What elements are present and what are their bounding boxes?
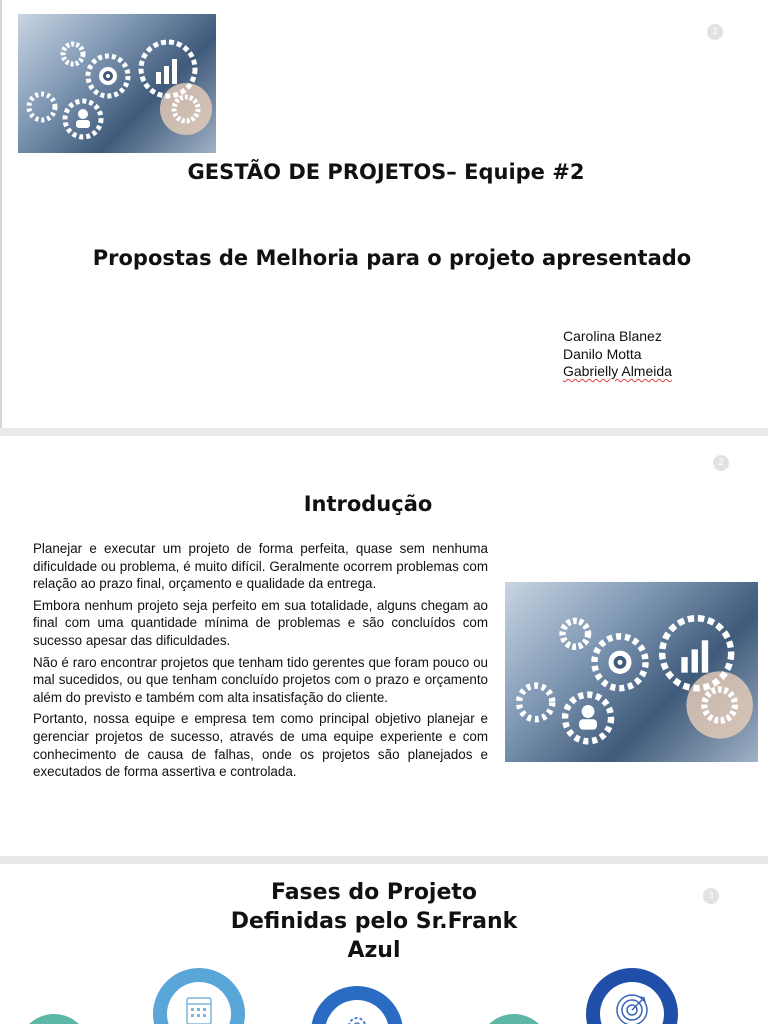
page-number-badge: 3 [703, 888, 719, 904]
author-name: Danilo Motta [563, 345, 642, 362]
heading-line: Azul [347, 938, 401, 963]
slide-subtitle-text: Propostas de Melhoria para o projeto apresentado [92, 246, 692, 270]
page-number-badge: 1 [707, 24, 723, 40]
phase-circle-navy [586, 968, 678, 1024]
intro-body [33, 540, 488, 785]
calendar-icon [184, 994, 214, 1024]
intro-paragraph: Não é raro encontrar projetos que tenham tido gerentes que foram pouco ou mal sucedidos, ou que tenham concluído projetos com o prazo e orçamento além do previsto e também com alta insatisfação do cliente. [33, 654, 488, 705]
section-heading: Introdução [303, 492, 433, 516]
target-icon [614, 992, 650, 1024]
gears-illustration [505, 582, 758, 762]
slide-introduction [0, 436, 768, 856]
heading-line: Definidas pelo Sr.Frank [230, 909, 518, 934]
intro-paragraph: Planejar e executar um projeto de forma perfeita, quase sem nenhuma dificuldade ou problema, é muito difícil. Geralmente ocorrem problemas com relação ao prazo final, orçamento e qualidade da entrega. [33, 541, 488, 592]
phase-circle-light-blue [153, 968, 245, 1024]
phase-circle-teal [478, 1014, 550, 1024]
section-heading [188, 878, 560, 965]
slide-title-text: GESTÃO DE PROJETOS– Equipe #2 [187, 160, 585, 184]
slide-project-phases [0, 864, 768, 1024]
slide-title [0, 0, 768, 428]
gear-icon [343, 1012, 371, 1024]
author-name: Carolina Blanez [563, 328, 662, 344]
intro-paragraph: Portanto, nossa equipe e empresa tem como principal objetivo planejar e gerenciar projetos de sucesso, através de uma equipe experiente e com conhecimento de causa de falhas, onde os projetos são planejados e executados de forma assertiva e controlada. [33, 711, 488, 780]
page-number-badge: 2 [713, 455, 729, 471]
phase-circle-teal [18, 1014, 90, 1024]
business-gears-image [18, 14, 216, 153]
author-list [563, 328, 672, 381]
intro-paragraph: Embora nenhum projeto seja perfeito em sua totalidade, alguns chegam ao final com uma quantidade mínima de problemas e são concluídos com sucesso apesar das dificuldades. [33, 597, 488, 648]
gears-illustration [18, 14, 216, 153]
author-name: Gabrielly Almeida [563, 363, 672, 379]
business-gears-image [505, 582, 758, 762]
heading-line: Fases do Projeto [270, 880, 478, 905]
phase-circle-blue [311, 986, 403, 1024]
